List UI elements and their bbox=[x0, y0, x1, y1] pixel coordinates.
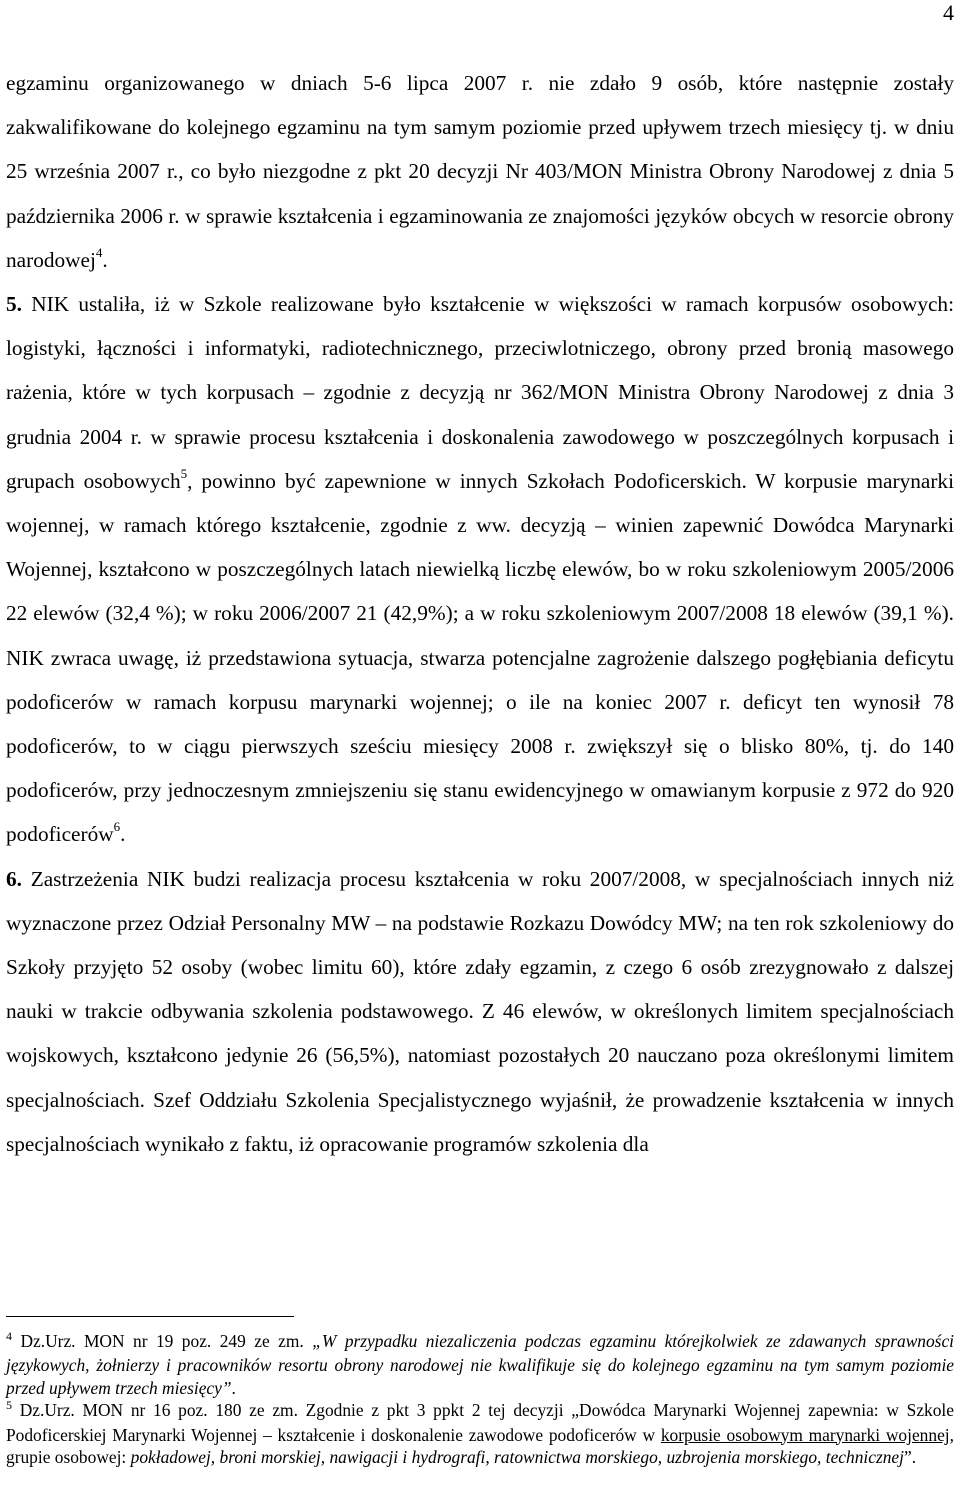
footnote-tail: . bbox=[231, 1377, 236, 1398]
footnote-reference[interactable]: 6 bbox=[113, 819, 121, 835]
footnote-text: Dz.Urz. MON nr 16 poz. 180 ze zm. Zgodnie z pkt 3 ppkt 2 tej decyzji „Dowódca Marynarki Wojennej zapewnia: w Szkole Podoficerskiej Marynarki Wojennej – kształcenie i doskonalenie zawodowe podoficerów w bbox=[6, 1400, 954, 1445]
footnote-5 bbox=[6, 1399, 954, 1468]
paragraph-continuation bbox=[6, 61, 954, 282]
paragraph-tail: . bbox=[120, 822, 126, 847]
paragraph-6 bbox=[6, 857, 954, 1166]
document-body bbox=[6, 61, 954, 1166]
paragraph-text: NIK ustaliła, iż w Szkole realizowane było kształcenie w większości w ramach korpusów osobowych: logistyki, łączności i informatyki, radiotechnicznego, przeciwlotniczego, obrony przed bronią masowego rażenia, które w tych korpusach – zgodnie z decyzją nr 362/MON Ministra Obrony Narodowej z dnia 3 grudnia 2004 r. w sprawie procesu kształcenia i doskonalenia zawodowego w poszczególnych korpusach i grupach osobowych bbox=[6, 292, 954, 493]
footnote-text: Dz.Urz. MON nr 19 poz. 249 ze zm. bbox=[20, 1331, 313, 1351]
footnote-reference[interactable]: 4 bbox=[95, 244, 103, 260]
paragraph-text: , powinno być zapewnione w innych Szkołach Podoficerskich. W korpusie marynarki wojennej, w ramach którego kształcenie, zgodnie z ww. decyzją – winien zapewnić Dowódca Marynarki Wojennej, kształcono w poszczególnych latach niewielką liczbę elewów, bo w roku szkoleniowym 2005/2006 22 elewów (32,4 %); w roku 2006/2007 21 (42,9%); a w roku szkoleniowym 2007/2008 18 elewów (39,1 %). NIK zwraca uwagę, iż przedstawiona sytuacja, stwarza potencjalne zagrożenie dalszego pogłębiania deficytu podoficerów w ramach korpusu marynarki wojennej; o ile na koniec 2007 r. deficyt ten wynosił 78 podoficerów, to w ciągu pierwszych sześciu miesięcy 2008 r. zwiększył się o blisko 80%, tj. do 140 podoficerów, przy jednoczesnym zmniejszeniu się stanu ewidencyjnego w omawianym korpusie z 972 do 920 podoficerów bbox=[6, 468, 954, 847]
footnote-mark: 5 bbox=[6, 1398, 12, 1413]
footnotes bbox=[6, 1330, 954, 1468]
footnote-quote: „W przypadku niezaliczenia podczas egzaminu którejkolwiek ze zdawanych sprawności językowych, żołnierzy i pracowników resortu obrony narodowej nie kwalifikuje się do kolejnego egzaminu na tym samym poziomie przed upływem trzech miesięcy” bbox=[6, 1331, 954, 1398]
paragraph-number: 6. bbox=[6, 866, 22, 891]
page-number: 4 bbox=[943, 0, 954, 25]
paragraph-text: Zastrzeżenia NIK budzi realizacja procesu kształcenia w roku 2007/2008, w specjalnościach innych niż wyznaczone przez Odział Personalny MW – na podstawie Rozkazu Dowódcy MW; na ten rok szkoleniowy do Szkoły przyjęto 52 osoby (wobec limitu 60), które zdały egzamin, z czego 6 osób zrezygnowało z dalszej nauki w trakcie odbywania szkolenia podstawowego. Z 46 elewów, w określonych limitem specjalnościach wojskowych, kształcono jedynie 26 (56,5%), natomiast pozostałych 20 nauczano poza określonymi limitem specjalnościach. Szef Oddziału Szkolenia Specjalistycznego wyjaśnił, że prowadzenie kształcenia w innych specjalnościach wynikało z faktu, iż opracowanie programów szkolenia dla bbox=[6, 866, 955, 1156]
footnote-reference[interactable]: 5 bbox=[180, 465, 188, 481]
footnote-underlined-text: korpusie osobowym marynarki wojennej bbox=[660, 1424, 950, 1445]
paragraph-tail: . bbox=[102, 247, 108, 272]
footnote-mark: 4 bbox=[6, 1329, 12, 1343]
footnote-text: , grupie osobowej: bbox=[6, 1424, 954, 1468]
footnote-4 bbox=[6, 1330, 954, 1399]
footnote-tail: ”. bbox=[903, 1447, 917, 1468]
paragraph-5 bbox=[6, 282, 954, 857]
footnote-quote: pokładowej, broni morskiej, nawigacji i hydrografi, ratownictwa morskiego, uzbrojenia morskiego, technicznej bbox=[130, 1447, 904, 1468]
paragraph-number: 5. bbox=[6, 292, 22, 317]
footnote-separator bbox=[6, 1316, 294, 1317]
paragraph-text: egzaminu organizowanego w dniach 5-6 lipca 2007 r. nie zdało 9 osób, które następnie zostały zakwalifikowane do kolejnego egzaminu na tym samym poziomie przed upływem trzech miesięcy tj. w dniu 25 września 2007 r., co było niezgodne z pkt 20 decyzji Nr 403/MON Ministra Obrony Narodowej z dnia 5 października 2006 r. w sprawie kształcenia i egzaminowania ze znajomości języków obcych w resorcie obrony narodowej bbox=[6, 71, 954, 272]
